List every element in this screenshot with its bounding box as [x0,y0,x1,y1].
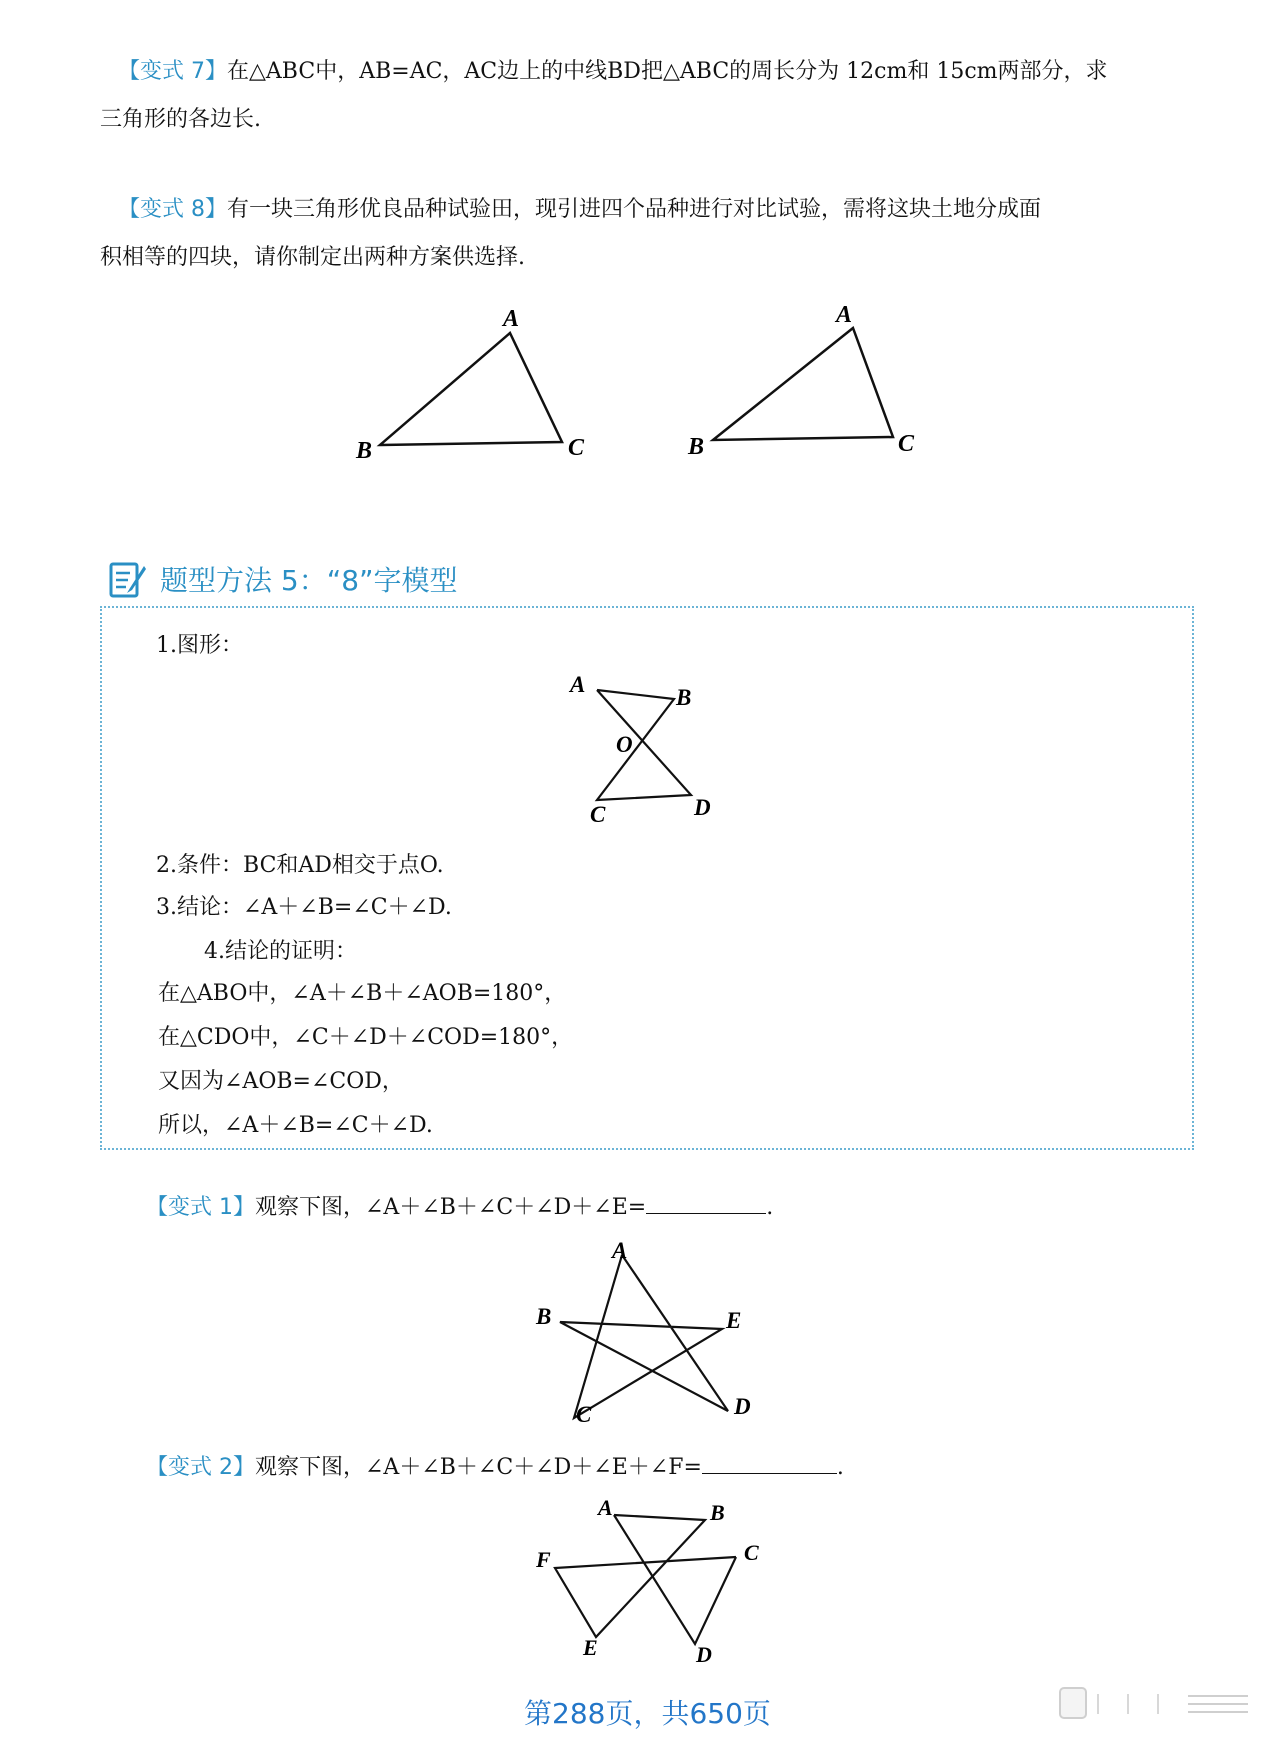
star-label-c: C [576,1402,592,1427]
method-item1: 1.图形： [156,633,243,658]
ex2-answer-blank[interactable] [702,1455,837,1474]
page-scrubber[interactable] [1058,1684,1258,1724]
triangle-left-label-c: C [568,435,585,461]
fig8-label-o: O [616,732,633,757]
method-item3: 3.结论：∠A＋∠B=∠C＋∠D. [156,895,452,920]
variant8-text-line1: 有一块三角形优良品种试验田，现引进四个品种进行对比试验，需将这块土地分成面 [227,197,1042,222]
fig8-label-b: B [676,685,692,710]
ex2-tag: 【变式 2】 [146,1455,255,1480]
triangle-figures [0,0,1280,500]
hex-label-f: F [536,1547,551,1572]
fig8-label-a: A [570,672,586,697]
fig8-label-d: D [694,795,711,820]
triangle-right [687,302,915,460]
five-point-star-figure [0,1230,1280,1440]
figure-eight-diagram [0,660,1280,830]
proof-line4: 所以，∠A＋∠B=∠C＋∠D. [158,1113,433,1138]
ex2-end: . [836,1455,844,1480]
ex1-answer-blank[interactable] [646,1195,766,1214]
ex2-problem [146,1450,844,1481]
ex1-text: 观察下图，∠A＋∠B＋∠C＋∠D＋∠E= [255,1195,647,1220]
proof-line2: 在△CDO中，∠C＋∠D＋∠COD=180°， [158,1025,574,1050]
variant8-tag: 【变式 8】 [118,197,227,222]
hex-label-c: C [744,1540,759,1565]
variant7-text-line2: 三角形的各边长. [100,107,261,132]
ex2-text: 观察下图，∠A＋∠B＋∠C＋∠D＋∠E＋∠F= [255,1455,702,1480]
proof-line3: 又因为∠AOB=∠COD， [158,1069,404,1094]
triangle-right-label-b: B [688,434,705,460]
star-label-d: D [734,1394,751,1419]
variant7-tag: 【变式 7】 [118,59,227,84]
ex1-problem [146,1190,773,1221]
method-item2: 2.条件：BC和AD相交于点O. [156,853,444,878]
triangle-right-label-a: A [836,302,853,328]
triangle-left [355,306,585,464]
hex-label-a: A [598,1495,613,1520]
star-label-e: E [726,1308,742,1333]
notebook-pencil-icon [108,558,148,600]
triangle-left-label-b: B [356,438,373,464]
hex-label-e: E [583,1635,598,1660]
variant7-text-line1: 在△ABC中，AB=AC，AC边上的中线BD把△ABC的周长分为 12cm和 15cm两部分，求 [227,59,1108,84]
fig8-label-c: C [590,802,606,827]
hexagram-figure [0,1490,1280,1670]
hex-label-b: B [710,1500,725,1525]
triangle-left-label-a: A [503,306,520,332]
page-indicator: 第288页，共650页 [524,1697,771,1730]
star-label-a: A [612,1238,628,1263]
method-item4: 4.结论的证明： [204,939,357,964]
section-title: 题型方法 5：“8”字模型 [160,564,458,597]
hex-label-d: D [696,1642,712,1667]
proof-line1: 在△ABO中，∠A＋∠B＋∠AOB=180°， [158,981,567,1006]
star-label-b: B [536,1304,552,1329]
ex1-end: . [766,1195,774,1220]
ex1-tag: 【变式 1】 [146,1195,255,1220]
variant8-text-line2: 积相等的四块，请你制定出两种方案供选择. [100,245,525,270]
triangle-right-label-c: C [898,431,915,457]
